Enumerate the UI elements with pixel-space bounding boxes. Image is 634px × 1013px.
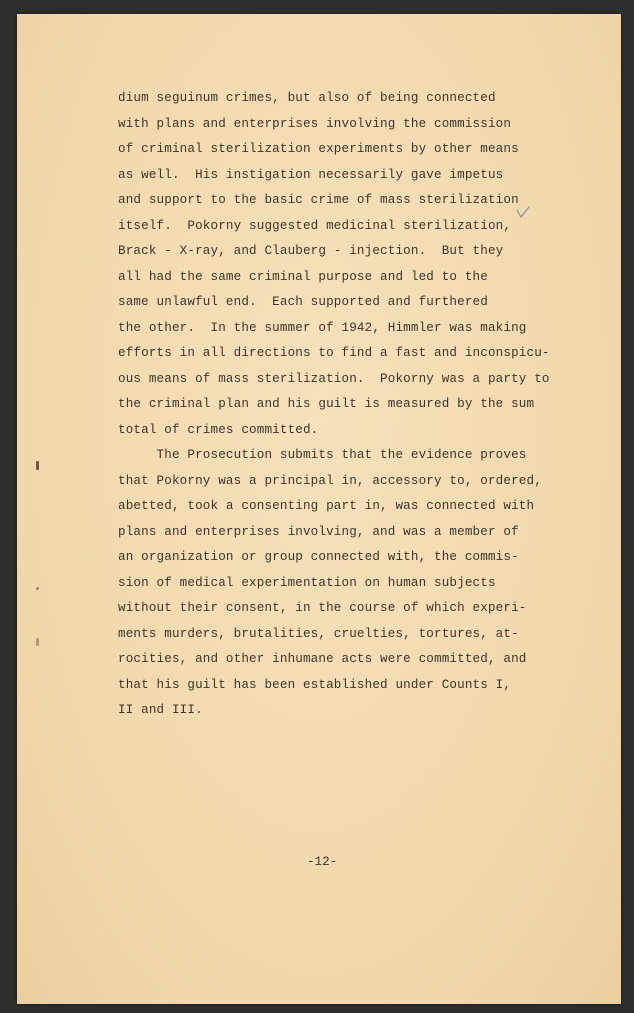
text-line: II and III.	[118, 703, 203, 717]
text-line: the criminal plan and his guilt is measured by the sum	[118, 397, 535, 411]
text-line: ments murders, brutalities, cruelties, tortures, at-	[118, 626, 519, 641]
text-line: that his guilt has been established under Counts I,	[118, 677, 512, 692]
text-line: sion of medical experimentation on human subjects	[118, 575, 496, 590]
text-line: The Prosecution submits that the evidence proves	[118, 448, 527, 462]
text-line: Brack - X-ray, and Clauberg - injection. But they	[118, 244, 504, 258]
text-line: itself. Pokorny suggested medicinal sterilization,	[118, 218, 512, 233]
text-line: the other. In the summer of 1942, Himmler was making	[118, 320, 527, 335]
document-body	[118, 86, 558, 724]
text-line: and support to the basic crime of mass sterilization	[118, 193, 519, 207]
text-line: dium seguinum crimes, but also of being connected	[118, 91, 496, 105]
margin-mark	[36, 587, 39, 590]
text-line: with plans and enterprises involving the commission	[118, 116, 512, 131]
text-line: ous means of mass sterilization. Pokorny was a party to	[118, 371, 550, 386]
margin-mark	[36, 638, 39, 646]
text-line: as well. His instigation necessarily gave impetus	[118, 167, 504, 182]
margin-mark	[36, 461, 39, 470]
text-line: same unlawful end. Each supported and furthered	[118, 295, 488, 309]
text-line: without their consent, in the course of which experi-	[118, 601, 527, 615]
text-line: total of crimes committed.	[118, 422, 319, 437]
checkmark-icon	[516, 206, 530, 220]
page-number: -12-	[307, 855, 338, 869]
text-line: abetted, took a consenting part in, was connected with	[118, 499, 535, 513]
text-line: all had the same criminal purpose and led to the	[118, 269, 488, 284]
text-line: of criminal sterilization experiments by other means	[118, 142, 519, 156]
text-line: rocities, and other inhumane acts were committed, and	[118, 652, 527, 666]
text-line: efforts in all directions to find a fast and inconspicu-	[118, 346, 550, 360]
text-line: plans and enterprises involving, and was a member of	[118, 524, 519, 539]
text-line: an organization or group connected with, the commis-	[118, 550, 519, 564]
text-line: that Pokorny was a principal in, accessory to, ordered,	[118, 473, 542, 488]
